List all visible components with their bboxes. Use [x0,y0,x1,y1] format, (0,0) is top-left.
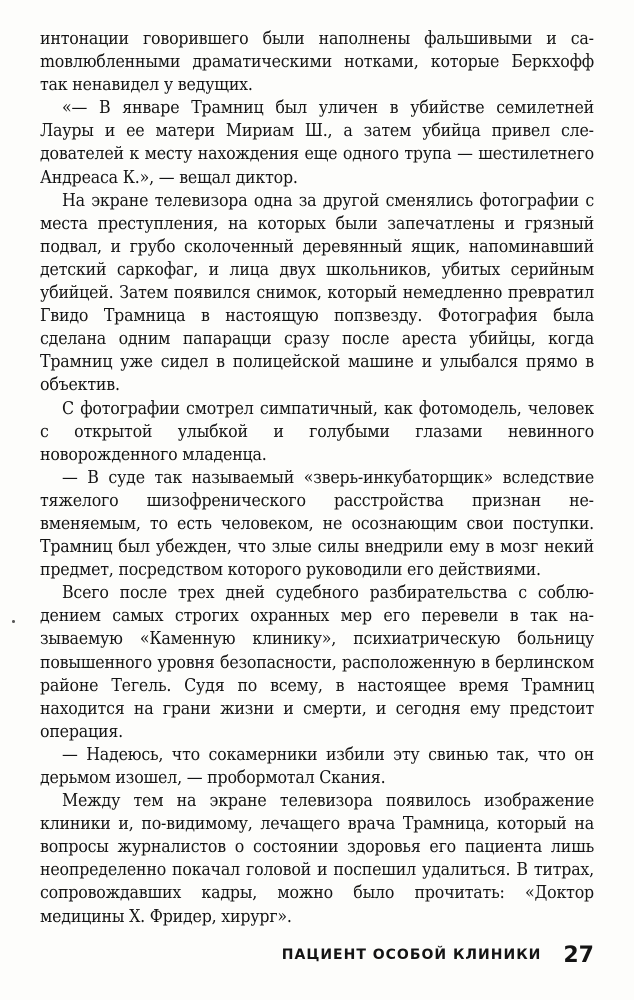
body-text [40,28,594,929]
paragraph-5: — В суде так называемый «зверь-инкубаторщик» вследствие тяжелого шизофренического расстройства признан невменяемым, то есть человеком, не осознающим свои поступки. Трамниц был убежден, что злые силы внедрили ему в мозг некий предмет, посредством которого руководили его действиями. [40,467,594,581]
page-footer [40,940,594,970]
running-title: ПАЦИЕНТ ОСОБОЙ КЛИНИКИ [281,947,542,963]
page-number: 27 [563,942,594,968]
paragraph-3: На экране телевизора одна за другой сменялись фотографии с места преступления, на которых были запечатлены и грязный подвал, и грубо сколоченный деревянный ящик, напоминавший детский саркофаг, и лица двух школьников, убитых серийным убийцей. Затем появился снимок, который немедленно превратил Гвидо Трамница в настоящую попзвезду. Фотография была сделана одним папарацци сразу после ареста убийцы, когда Трамниц уже сидел в полицейской машине и улыбался прямо в объектив. [40,190,594,396]
paragraph-7: — Надеюсь, что сокамерники избили эту свинью так, что он дерьмом изошел, — пробормотал Скания. [40,744,594,788]
paragraph-1: интонации говорившего были наполнены фальшивыми и саmовлюбленными драматическими нотками, которые Беркхофф так ненавидел у ведущих. [40,29,594,96]
print-speck [12,620,15,623]
paragraph-6: Всего после трех дней судебного разбирательства с соблюдением самых строгих охранных мер его перевели в так называемую «Каменную клинику», психиатрическую больницу повышенного уровня безопасности, расположенную в берлинском районе Тегель. Судя по всему, в настоящее время Трамниц находится на грани жизни и смерти, и сегодня ему предстоит операция. [40,583,594,742]
paragraph-8: Между тем на экране телевизора появилось изображение клиники и, по-видимому, лечащего врача Трамница, который на вопросы журналистов о состоянии здоровья его пациента лишь неопределенно покачал головой и поспешил удалиться. В титрах, сопровождавших кадры, можно было прочитать: «Доктор медицины Х. Фридер, хирург». [40,791,594,927]
paragraph-4: С фотографии смотрел симпатичный, как фотомодель, человек с открытой улыбкой и голубыми глазами невинного новорожденного младенца. [40,398,594,465]
paragraph-2: «— В январе Трамниц был уличен в убийстве семилетней Лауры и ее матери Мириам Ш., а затем убийца привел следователей к месту нахождения еще одного трупа — шестилетнего Андреаса К.», — вещал диктор. [40,98,594,188]
